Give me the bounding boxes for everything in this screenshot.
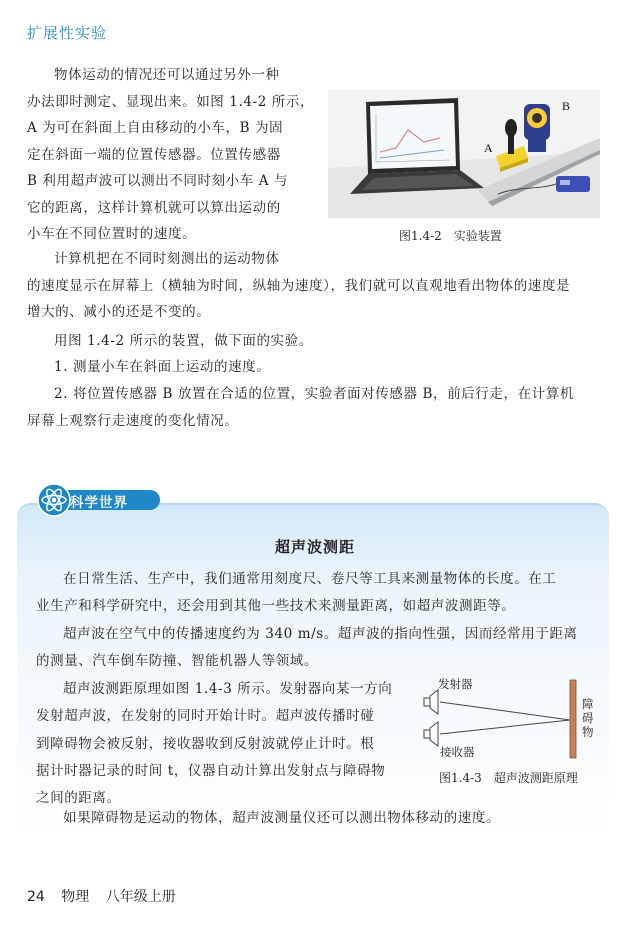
science-paragraph <box>36 566 606 621</box>
page-number: 24 <box>27 889 45 905</box>
paragraph-line: 在日常生活、生产中，我们通常用刻度尺、卷尺等工具来测量物体的长度。在工 <box>63 571 557 587</box>
obstacle-label: 物 <box>582 725 594 739</box>
book-grade: 八年级上册 <box>105 889 176 905</box>
paragraph-line: 业生产和科学研究中，还会用到其他一些技术来测量距离，如超声波测距等。 <box>36 598 516 615</box>
science-paragraph: 如果障碍物是运动的物体，超声波测量仪还可以测出物体移动的速度。 <box>63 810 501 826</box>
obstacle-label: 障 <box>582 697 594 711</box>
paragraph-line: 超声波在空气中的传播速度约为 340 m/s。超声波的指向性强，因而经常用于距离 <box>63 626 578 642</box>
paragraph-line: 到障碍物会被反射，接收器收到反射波就停止计时。根 <box>36 735 375 752</box>
section-tag: 扩展性实验 <box>27 24 108 42</box>
intro-line: 物体运动的情况还可以通过另外一种 <box>54 67 280 83</box>
figure-caption: 图1.4-3 超声波测距原理 <box>439 771 578 785</box>
book-subject: 物理 <box>61 889 90 905</box>
page-footer <box>27 886 184 906</box>
atom-icon <box>36 482 72 518</box>
experiment-setup-figure <box>328 90 600 218</box>
intro-line: 小车在不同位置时的速度。 <box>27 226 197 242</box>
paragraph-line: 的速度显示在屏幕上（横轴为时间，纵轴为速度），我们就可以直观地看出物体的速度是 <box>27 277 571 294</box>
paragraph-line: 增大的、减小的还是不变的。 <box>27 304 211 320</box>
paragraph-line: 2. 将位置传感器 B 放置在合适的位置，实验者面对传感器 B，前后行走，在计算机 <box>54 386 574 402</box>
intro-line: 定在斜面一端的位置传感器。位置传感器 <box>27 146 281 163</box>
paragraph-line: 屏幕上观察行走速度的变化情况。 <box>27 412 239 429</box>
ultrasonic-principle-figure <box>420 674 610 762</box>
paragraph-line: 发射超声波，在发射的同时开始计时。超声波传播时碰 <box>36 708 375 725</box>
paragraph-line: 计算机把在不同时刻测出的运动物体 <box>54 251 280 267</box>
science-paragraph <box>36 676 411 812</box>
label-b: B <box>562 99 571 113</box>
science-world-badge <box>36 482 160 518</box>
science-paragraph <box>36 621 606 676</box>
receiver-label: 接收器 <box>440 745 475 759</box>
speed-display-paragraph <box>27 246 605 326</box>
paragraph-line: 的测量、汽车倒车防撞、智能机器人等领域。 <box>36 653 318 670</box>
intro-line: 它的距离，这样计算机就可以算出运动的 <box>27 199 281 216</box>
obstacle-label: 碍 <box>582 711 594 725</box>
paragraph-line: 之间的距离。 <box>36 790 121 807</box>
label-a: A <box>484 141 493 155</box>
paragraph-line: 据计时器记录的时间 t，仪器自动计算出发射点与障碍物 <box>36 762 386 779</box>
emitter-label: 发射器 <box>438 677 473 691</box>
intro-line: B 利用超声波可以测出不同时刻小车 A 与 <box>27 173 289 189</box>
intro-paragraph <box>27 62 317 248</box>
intro-line: 办法即时测定、显现出来。如图 1.4-2 所示， <box>27 93 315 110</box>
paragraph-line: 超声波测距原理如图 1.4-3 所示。发射器向某一方向 <box>63 681 393 697</box>
article-title: 超声波测距 <box>274 538 355 556</box>
experiment-intro: 用图 1.4-2 所示的装置，做下面的实验。 <box>54 333 313 349</box>
figure-caption: 图1.4-2 实验装置 <box>399 229 502 243</box>
experiment-step-2 <box>27 381 605 434</box>
experiment-step-1: 1. 测量小车在斜面上运动的速度。 <box>54 359 271 375</box>
intro-line: A 为可在斜面上自由移动的小车，B 为固 <box>27 120 284 136</box>
badge-label: 科学世界 <box>70 495 128 511</box>
